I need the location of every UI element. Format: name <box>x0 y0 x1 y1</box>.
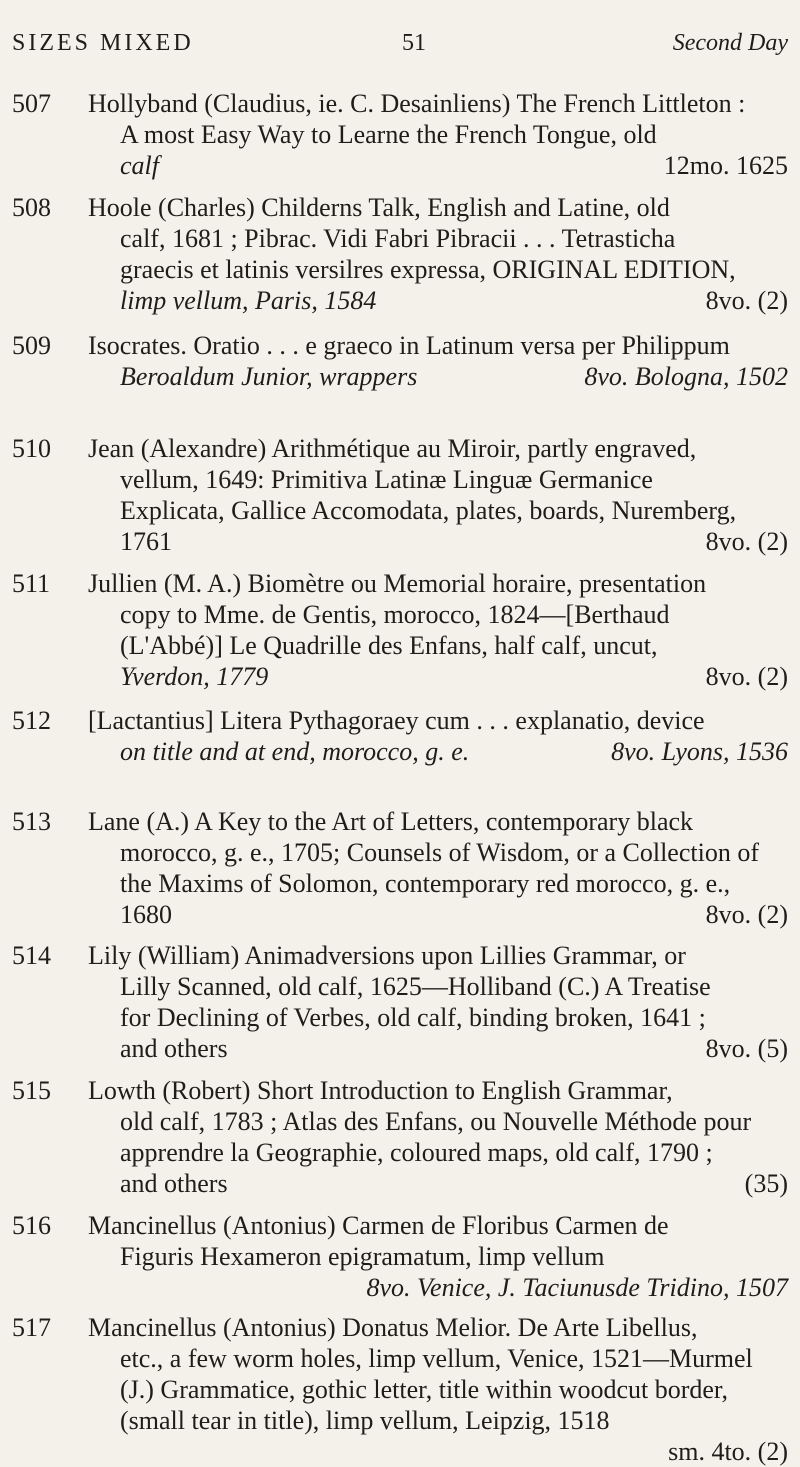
lot-line-row <box>88 899 788 930</box>
lot-description <box>88 192 788 316</box>
lot-line: calf <box>120 151 159 180</box>
lot-line: (small tear in title), limp vellum, Leipzig, 1518 <box>120 1406 610 1435</box>
lot-format: 8vo. (2) <box>705 662 788 691</box>
lot-line: Lilly Scanned, old calf, 1625—Holliband (C.) A Treatise <box>120 972 711 1001</box>
lot-line-row <box>88 285 788 316</box>
lot-line: Mancinellus (Antonius) Donatus Melior. De Arte Libellus, <box>88 1313 698 1342</box>
lot-line: morocco, g. e., 1705; Counsels of Wisdom, or a Collection of <box>120 838 759 867</box>
lot-line: on title and at end, morocco, g. e. <box>120 737 470 766</box>
lot-number: 514 <box>12 941 51 970</box>
lot-description <box>88 433 788 557</box>
lot-format: (35) <box>744 1169 788 1198</box>
lot-line: Explicata, Gallice Accomodata, plates, boards, Nuremberg, <box>120 496 737 525</box>
lot-line-row <box>88 526 788 557</box>
lot-line: (J.) Grammatice, gothic letter, title within woodcut border, <box>120 1375 729 1404</box>
lot-line: Isocrates. Oratio . . . e graeco in Latinum versa per Philippum <box>88 331 730 360</box>
lot-line: old calf, 1783 ; Atlas des Enfans, ou Nouvelle Méthode pour <box>120 1107 752 1136</box>
lot-format: 8vo. (2) <box>705 900 788 929</box>
lot-line: and others <box>120 1169 228 1198</box>
lot-format: 8vo. Lyons, 1536 <box>611 737 788 766</box>
sale-day: Second Day <box>672 30 788 56</box>
lot-line: apprendre la Geographie, coloured maps, old calf, 1790 ; <box>120 1138 713 1167</box>
lot-line: Hollyband (Claudius, ie. C. Desainliens) The French Littleton : <box>88 89 746 118</box>
lot-line: limp vellum, Paris, 1584 <box>120 286 377 315</box>
lot-format: 8vo. (2) <box>705 286 788 315</box>
lot-line: Lane (A.) A Key to the Art of Letters, contemporary black <box>88 807 694 836</box>
lot-number: 512 <box>12 706 51 735</box>
lot-number: 517 <box>12 1313 51 1342</box>
lot-line: Beroaldum Junior, wrappers <box>120 362 418 391</box>
lot-line: and others <box>120 1034 228 1063</box>
lot-line: 1761 <box>120 527 172 556</box>
page-header <box>12 30 788 66</box>
lot-line: 1680 <box>120 900 172 929</box>
page-number: 51 <box>402 30 426 56</box>
lot-line: Hoole (Charles) Childerns Talk, English and Latine, old <box>88 193 670 222</box>
lot-description <box>88 705 788 767</box>
lot-format: 8vo. (5) <box>705 1034 788 1063</box>
lot-description <box>88 88 788 181</box>
lot-number: 509 <box>12 331 51 360</box>
lot-number: 515 <box>12 1076 51 1105</box>
lot-number: 508 <box>12 193 51 222</box>
lot-line: Figuris Hexameron epigramatum, limp vellum <box>120 1242 605 1271</box>
lot-line: Mancinellus (Antonius) Carmen de Floribus Carmen de <box>88 1211 669 1240</box>
lot-number: 516 <box>12 1211 51 1240</box>
lot-line: Jullien (M. A.) Biomètre ou Memorial horaire, presentation <box>88 569 707 598</box>
lot-line: [Lactantius] Litera Pythagoraey cum . . . explanatio, device <box>88 706 705 735</box>
lot-line: Lily (William) Animadversions upon Lillies Grammar, or <box>88 941 686 970</box>
lot-description <box>88 1210 788 1303</box>
lot-line-row <box>88 1033 788 1064</box>
lot-description <box>88 806 788 930</box>
lot-line-row <box>88 736 788 767</box>
lot-description <box>88 1075 788 1199</box>
section-title: SIZES MIXED <box>12 30 194 56</box>
lot-format: 8vo. Venice, J. Taciunusde Tridino, 1507 <box>366 1273 788 1302</box>
lot-line: (L'Abbé)] Le Quadrille des Enfans, half calf, uncut, <box>120 631 658 660</box>
lot-line-row <box>88 361 788 392</box>
lot-line: graecis et latinis versilres expressa, ORIGINAL EDITION, <box>120 255 736 284</box>
lot-format: 8vo. Bologna, 1502 <box>584 362 788 391</box>
lot-line: vellum, 1649: Primitiva Latinæ Linguæ Germanice <box>120 465 653 494</box>
lot-line: A most Easy Way to Learne the French Tongue, old <box>120 120 657 149</box>
lot-number: 510 <box>12 434 51 463</box>
lot-number: 513 <box>12 807 51 836</box>
lot-line-row <box>88 661 788 692</box>
lot-line: Jean (Alexandre) Arithmétique au Miroir, partly engraved, <box>88 434 697 463</box>
lot-line: the Maxims of Solomon, contemporary red morocco, g. e., <box>120 869 731 898</box>
lot-line: etc., a few worm holes, limp vellum, Venice, 1521—Murmel <box>120 1344 753 1373</box>
lot-line: copy to Mme. de Gentis, morocco, 1824—[Berthaud <box>120 600 670 629</box>
lot-line: Lowth (Robert) Short Introduction to English Grammar, <box>88 1076 673 1105</box>
lot-line-row <box>88 150 788 181</box>
lot-line-row <box>88 1168 788 1199</box>
lot-description <box>88 330 788 392</box>
lot-line: Yverdon, 1779 <box>120 662 269 691</box>
lot-number: 511 <box>12 569 51 598</box>
lot-description <box>88 1312 788 1467</box>
lot-number: 507 <box>12 89 51 118</box>
lot-line: for Declining of Verbes, old calf, binding broken, 1641 ; <box>120 1003 706 1032</box>
lot-format: 12mo. 1625 <box>663 151 788 180</box>
lot-line: calf, 1681 ; Pibrac. Vidi Fabri Pibracii . . . Tetrasticha <box>120 224 676 253</box>
lot-description <box>88 940 788 1064</box>
lot-format: 8vo. (2) <box>705 527 788 556</box>
lot-description <box>88 568 788 692</box>
lot-format: sm. 4to. (2) <box>668 1437 788 1466</box>
